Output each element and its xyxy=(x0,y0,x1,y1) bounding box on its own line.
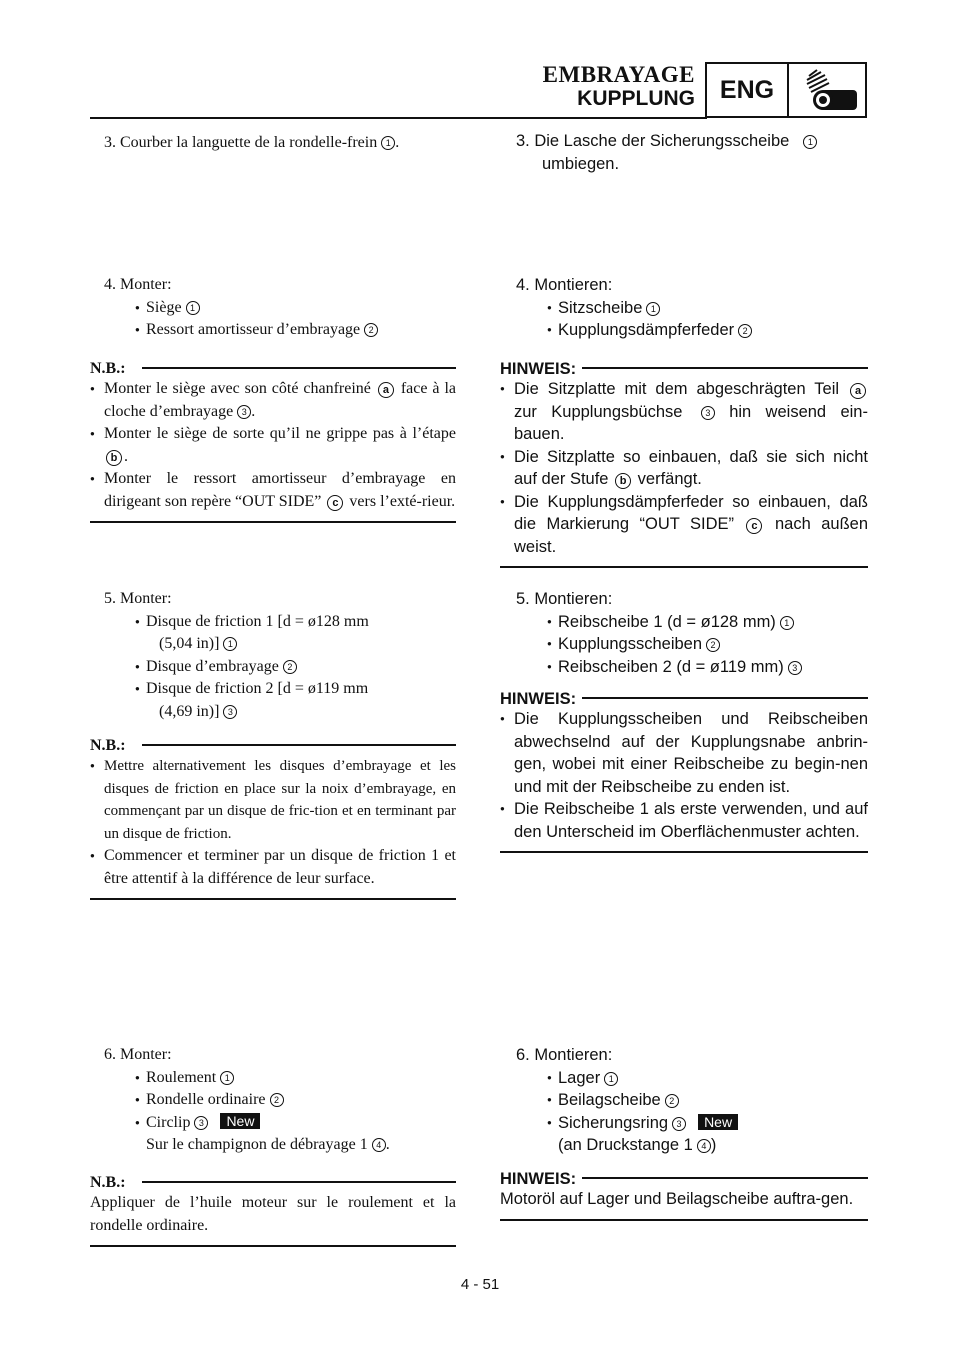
note-label: HINWEIS: xyxy=(500,358,584,381)
list-item: ● Mettre alternativement les disques d’embrayage et les disques de friction en place sur la noix d’embrayage, en commençant par un disque de fric-tion et en terminant par un disque de friction. xyxy=(90,755,456,845)
section-title-french: EMBRAYAGE xyxy=(542,62,695,87)
step-heading: 5. Montieren: xyxy=(516,590,613,608)
list-item: ● Die Reibscheibe 1 als erste verwenden, und auf den Unterscheid im Oberflächenmuster achten. xyxy=(500,798,868,843)
list-item: ● Die Kupplungsscheiben und Reibscheiben abwechselnd auf der Kupplungsnabe anbrin-gen, wobei mit einer Reibscheibe zu begin-nen und mit der Reibscheibe zu enden ist. xyxy=(500,708,868,798)
note-end-rule xyxy=(90,1245,456,1247)
de-note-4 xyxy=(500,358,868,568)
list-item: ● Sicherungsring 3 New xyxy=(516,1112,868,1135)
list-item: ● Rondelle ordinaire 2 xyxy=(104,1089,464,1112)
list-item: ● Reibscheiben 2 (d = ø119 mm) 3 xyxy=(516,656,868,679)
de-step-3: 3. Die Lasche der Sicherungsscheibe 1 umbiegen. xyxy=(516,130,868,175)
note-label: N.B.: xyxy=(90,358,134,381)
fr-step-5: 5. Monter: ● Disque de friction 1 [d = ø128 mm (5,04 in)] 1 ● Disque d’embrayage 2 ● Disque de friction 2 [d = ø119 mm (4,69 in)] 3 xyxy=(104,588,464,723)
ref-1: 1 xyxy=(803,135,817,149)
section-title-german: KUPPLUNG xyxy=(577,87,695,110)
de-note-5 xyxy=(500,688,868,853)
note-label: N.B.: xyxy=(90,735,134,758)
list-item: ● Die Sitzplatte mit dem abgeschrägten Teil a zur Kupplungsbüchse 3 hin weisend ein-bauen. xyxy=(500,378,868,446)
de-step-6: 6. Montieren: ● Lager 1 ● Beilagscheibe 2 ● Sicherungsring 3 New (an Druckstange 1 4 ) xyxy=(516,1044,868,1157)
fr-step-6: 6. Monter: ● Roulement 1 ● Rondelle ordinaire 2 ● Circlip 3 New Sur le champignon de débrayage 1 4 . xyxy=(104,1044,464,1157)
note-label: HINWEIS: xyxy=(500,688,584,711)
list-item: ● Reibscheibe 1 (d = ø128 mm) 1 xyxy=(516,611,868,634)
fr-note-5 xyxy=(90,735,456,900)
step-heading: 6. Montieren: xyxy=(516,1046,613,1064)
new-part-badge: New xyxy=(698,1114,738,1130)
list-item: ● Commencer et terminer par un disque de friction 1 et être attentif à la différence de leur surface. xyxy=(90,845,456,890)
list-item: ● Die Sitzplatte so einbauen, daß sie sich nicht auf der Stufe b verfängt. xyxy=(500,446,868,491)
step-heading: 4. Montieren: xyxy=(516,276,613,294)
list-item: ● Beilagscheibe 2 xyxy=(516,1089,868,1112)
list-item: ● Lager 1 xyxy=(516,1067,868,1090)
list-item: ● Monter le ressort amortisseur d’embrayage en dirigeant son repère “OUT SIDE” c vers l’exté-rieur. xyxy=(90,468,456,513)
de-step-5 xyxy=(516,588,868,678)
fr-note-6 xyxy=(90,1172,456,1247)
note-end-rule xyxy=(500,566,868,568)
list-item: ● Kupplungsscheiben 2 xyxy=(516,633,868,656)
note-label: HINWEIS: xyxy=(500,1168,584,1191)
de-step-4 xyxy=(516,274,868,342)
list-item: ● Disque de friction 1 [d = ø128 mm xyxy=(104,611,464,634)
note-end-rule xyxy=(90,898,456,900)
page-number: 4 - 51 xyxy=(460,1276,500,1293)
list-item: ● Disque de friction 2 [d = ø119 mm xyxy=(104,678,464,701)
note-end-rule xyxy=(90,521,456,523)
fr-step-3: 3. Courber la languette de la rondelle-frein 1 . xyxy=(104,134,400,151)
step-heading: 6. Monter: xyxy=(104,1046,172,1063)
list-item: ● Roulement 1 xyxy=(104,1067,464,1090)
list-item: ● Disque d’embrayage 2 xyxy=(104,656,464,679)
list-item: ● Circlip 3 New xyxy=(104,1112,464,1135)
list-item: ● Kupplungsdämpferfeder 2 xyxy=(516,319,868,342)
list-item: ● Sitzscheibe 1 xyxy=(516,297,868,320)
list-item: ● Monter le siège avec son côté chanfreiné a face à la cloche d’embrayage 3 . xyxy=(90,378,456,423)
note-end-rule xyxy=(500,851,868,853)
new-part-badge: New xyxy=(220,1113,260,1129)
engine-clutch-icon xyxy=(795,66,863,116)
step-heading: 5. Monter: xyxy=(104,590,172,607)
list-item: ● Ressort amortisseur d’embrayage 2 xyxy=(104,319,464,342)
fr-step-4 xyxy=(104,274,464,342)
ref-1: 1 xyxy=(381,136,395,150)
note-text: Motoröl auf Lager und Beilagscheibe auftra-gen. xyxy=(500,1190,854,1208)
note-label: N.B.: xyxy=(90,1172,134,1195)
de-note-6 xyxy=(500,1168,868,1221)
list-item: ● Die Kupplungsdämpferfeder so einbauen, daß die Markierung “OUT SIDE” c nach außen weist. xyxy=(500,491,868,559)
step-heading: 4. Monter: xyxy=(104,276,172,293)
section-badge-box xyxy=(705,62,867,118)
note-text: Appliquer de l’huile moteur sur le roulement et la rondelle ordinaire. xyxy=(90,1194,456,1234)
list-item: ● Monter le siège de sorte qu’il ne grippe pas à l’étape b . xyxy=(90,423,456,468)
note-end-rule xyxy=(500,1219,868,1221)
fr-note-4 xyxy=(90,358,456,523)
list-item: ● Siège 1 xyxy=(104,297,464,320)
eng-label: ENG xyxy=(707,64,789,116)
header-rule xyxy=(90,117,707,119)
